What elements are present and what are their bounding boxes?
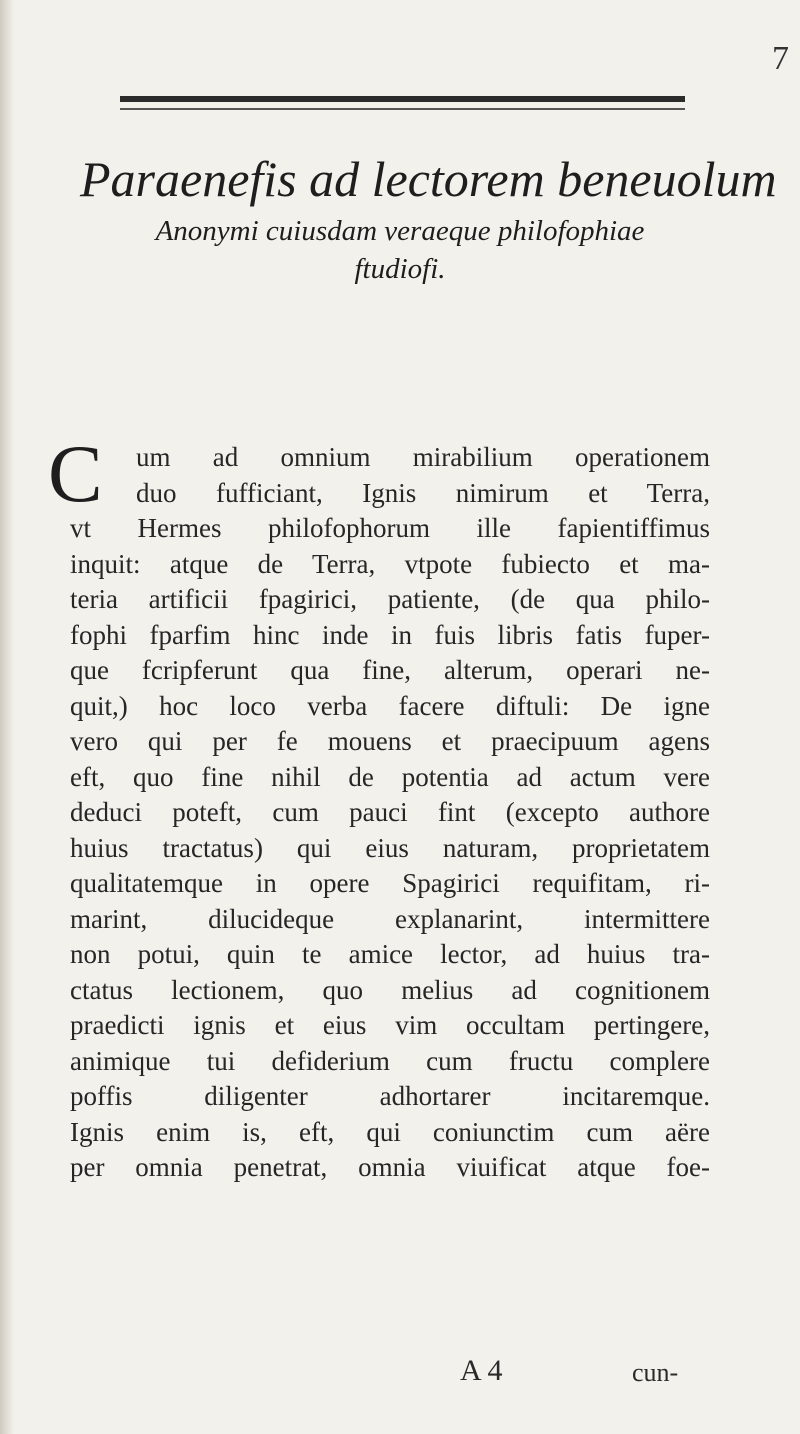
text-line: Ignis enim is, eft, qui coniunctim cum aëre (70, 1116, 710, 1147)
text-line: ctatus lectionem, quo melius ad cognitionem (70, 974, 710, 1005)
text-line: marint, dilucideque explanarint, intermittere (70, 903, 710, 934)
text-line: huius tractatus) qui eius naturam, proprietatem (70, 832, 710, 863)
signature-mark: A 4 (460, 1354, 503, 1387)
text-line: praedicti ignis et eius vim occultam pertingere, (70, 1010, 710, 1040)
text-line: qualitatemque in opere Spagirici requifitam, ri- (70, 868, 710, 898)
text-line: poffis diligenter adhortarer incitaremque. (70, 1081, 710, 1111)
text-line: vero qui per fe mouens et praecipuum agens (70, 726, 710, 756)
page-gutter-shadow (0, 0, 14, 1434)
text-line: eft, quo fine nihil de potentia ad actum vere (70, 761, 710, 792)
text-line: um ad omnium mirabilium operationem (136, 442, 710, 472)
body-text (70, 440, 710, 1186)
text-line: fophi fparfim hinc inde in fuis libris fatis fuper- (70, 619, 710, 650)
page-number: 7 (772, 40, 789, 77)
text-line: animique tui defiderium cum fructu complere (70, 1045, 710, 1076)
page-subtitle-continued: ftudiofi. (354, 253, 446, 285)
text-line: teria artificii fpagirici, patiente, (de qua philo- (70, 584, 710, 614)
page-subtitle: Anonymi cuiusdam veraeque philofophiae (155, 215, 645, 247)
text-line: per omnia penetrat, omnia viuificat atque foe- (70, 1152, 710, 1182)
text-line: inquit: atque de Terra, vtpote fubiecto et ma- (70, 548, 710, 579)
heading-block (80, 150, 777, 288)
text-line: quit,) hoc loco verba facere diftuli: De igne (70, 690, 710, 721)
text-line: que fcripferunt qua fine, alterum, operari ne- (70, 655, 710, 685)
heading-rule-thick (120, 96, 685, 102)
text-line: duo fufficiant, Ignis nimirum et Terra, (136, 477, 710, 508)
text-line: deduci poteft, cum pauci fint (excepto authore (70, 797, 710, 827)
text-line: vt Hermes philofophorum ille fapientiffimus (70, 513, 710, 543)
catchword: cun- (632, 1358, 679, 1387)
text-line: non potui, quin te amice lector, ad huius tra- (70, 939, 710, 969)
heading-rule-thin (120, 108, 685, 110)
page-title: Paraenefis ad lectorem beneuolum (80, 151, 777, 207)
drop-cap: C (48, 428, 103, 519)
